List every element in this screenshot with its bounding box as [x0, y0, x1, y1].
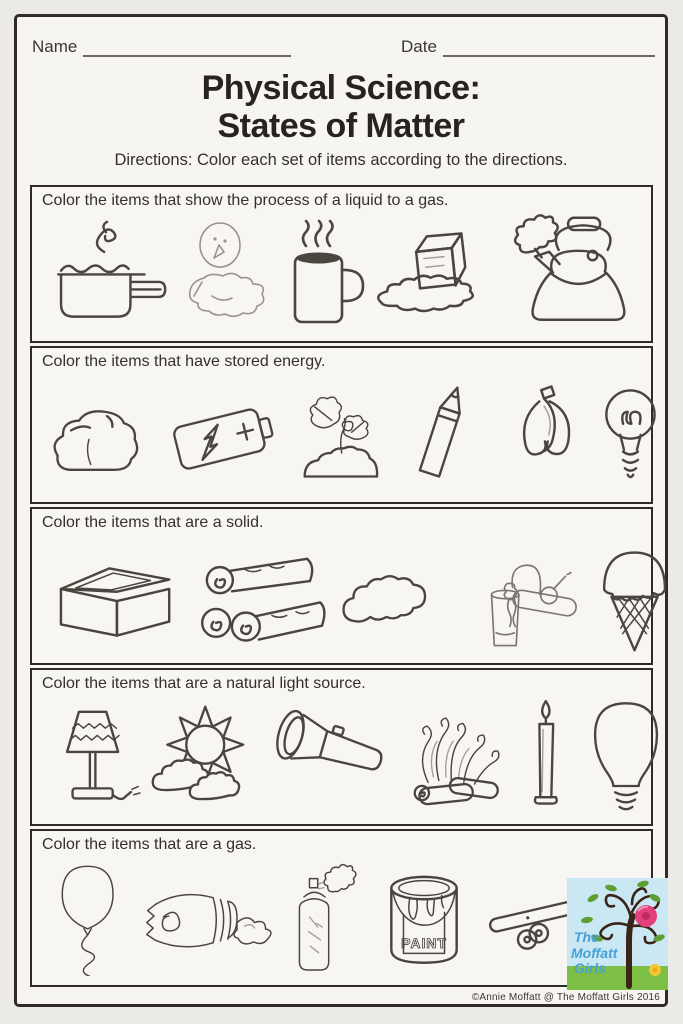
battery-icon: [158, 384, 292, 484]
table-lamp-icon: [46, 699, 142, 813]
boiling-pot-icon: [46, 220, 168, 326]
ice-cream-cone-icon: [582, 536, 683, 654]
date-blank-line: [443, 41, 655, 57]
paint-can-label: PAINT: [401, 934, 447, 951]
faucet-filling-glass-icon: [454, 538, 582, 652]
rock-icon: [46, 383, 158, 485]
cloud-icon: [328, 548, 454, 642]
light-bulb-icon: [586, 379, 674, 489]
squeezed-toothpaste-tube-icon: [132, 865, 272, 969]
section-prompt: Color the items that are a gas.: [42, 836, 257, 853]
section-prompt: Color the items that have stored energy.: [42, 353, 326, 370]
copyright-text: ©Annie Moffatt @ The Moffatt Girls 2016: [471, 992, 660, 1003]
section-items: [32, 532, 651, 660]
sections-container: [30, 185, 653, 990]
growing-plant-icon: [292, 380, 396, 488]
name-blank-line: [83, 41, 291, 57]
section-items: [32, 210, 651, 338]
page-title: [17, 69, 665, 145]
section-prompt: Color the items that are a natural light source.: [42, 675, 366, 692]
logo-word-girls: Girls: [574, 960, 606, 976]
name-field: [32, 37, 291, 57]
peeled-banana-icon: [488, 379, 586, 489]
section-prompt: Color the items that are a solid.: [42, 514, 264, 531]
logo-word-moffatt: Moffatt: [571, 945, 618, 961]
section-stored-energy: [30, 346, 653, 504]
directions-text: Directions: Color each set of items according to the directions.: [114, 151, 568, 169]
spray-can-icon: [272, 858, 368, 976]
header-row: [17, 29, 665, 69]
logo-pink-flower: [635, 905, 657, 927]
logo-yellow-flower: [649, 964, 661, 976]
section-liquid-to-gas: [30, 185, 653, 343]
steaming-kettle-icon: [498, 214, 640, 332]
candle-icon: [512, 697, 576, 815]
section-items: [32, 854, 651, 982]
melting-ice-cube-icon: [368, 222, 498, 324]
section-prompt: Color the items that show the process of a liquid to a gas.: [42, 192, 449, 209]
page-border: [14, 14, 668, 1007]
large-light-bulb-icon: [576, 697, 676, 815]
section-items: [32, 693, 651, 821]
brick-icon: [46, 546, 186, 644]
steaming-mug-icon: [268, 218, 368, 328]
paint-can-icon: [368, 856, 480, 978]
date-field: [401, 37, 655, 57]
sun-with-clouds-icon: [142, 699, 264, 813]
title-line-2: States of Matter: [217, 107, 465, 146]
section-natural-light: [30, 668, 653, 826]
pencil-icon: [396, 379, 488, 489]
section-gas: [30, 829, 653, 987]
section-items: [32, 371, 651, 499]
title-line-1: Physical Science:: [201, 69, 481, 107]
logo-word-the: The: [574, 929, 599, 945]
name-label: Name: [32, 37, 78, 56]
balloon-icon: [46, 858, 132, 976]
logs-icon: [186, 543, 328, 647]
moffatt-girls-logo: [567, 878, 668, 990]
date-label: Date: [401, 37, 437, 56]
melting-snowman-icon: [168, 218, 268, 328]
flashlight-icon: [264, 704, 396, 808]
campfire-icon: [396, 699, 512, 813]
section-solid: [30, 507, 653, 665]
